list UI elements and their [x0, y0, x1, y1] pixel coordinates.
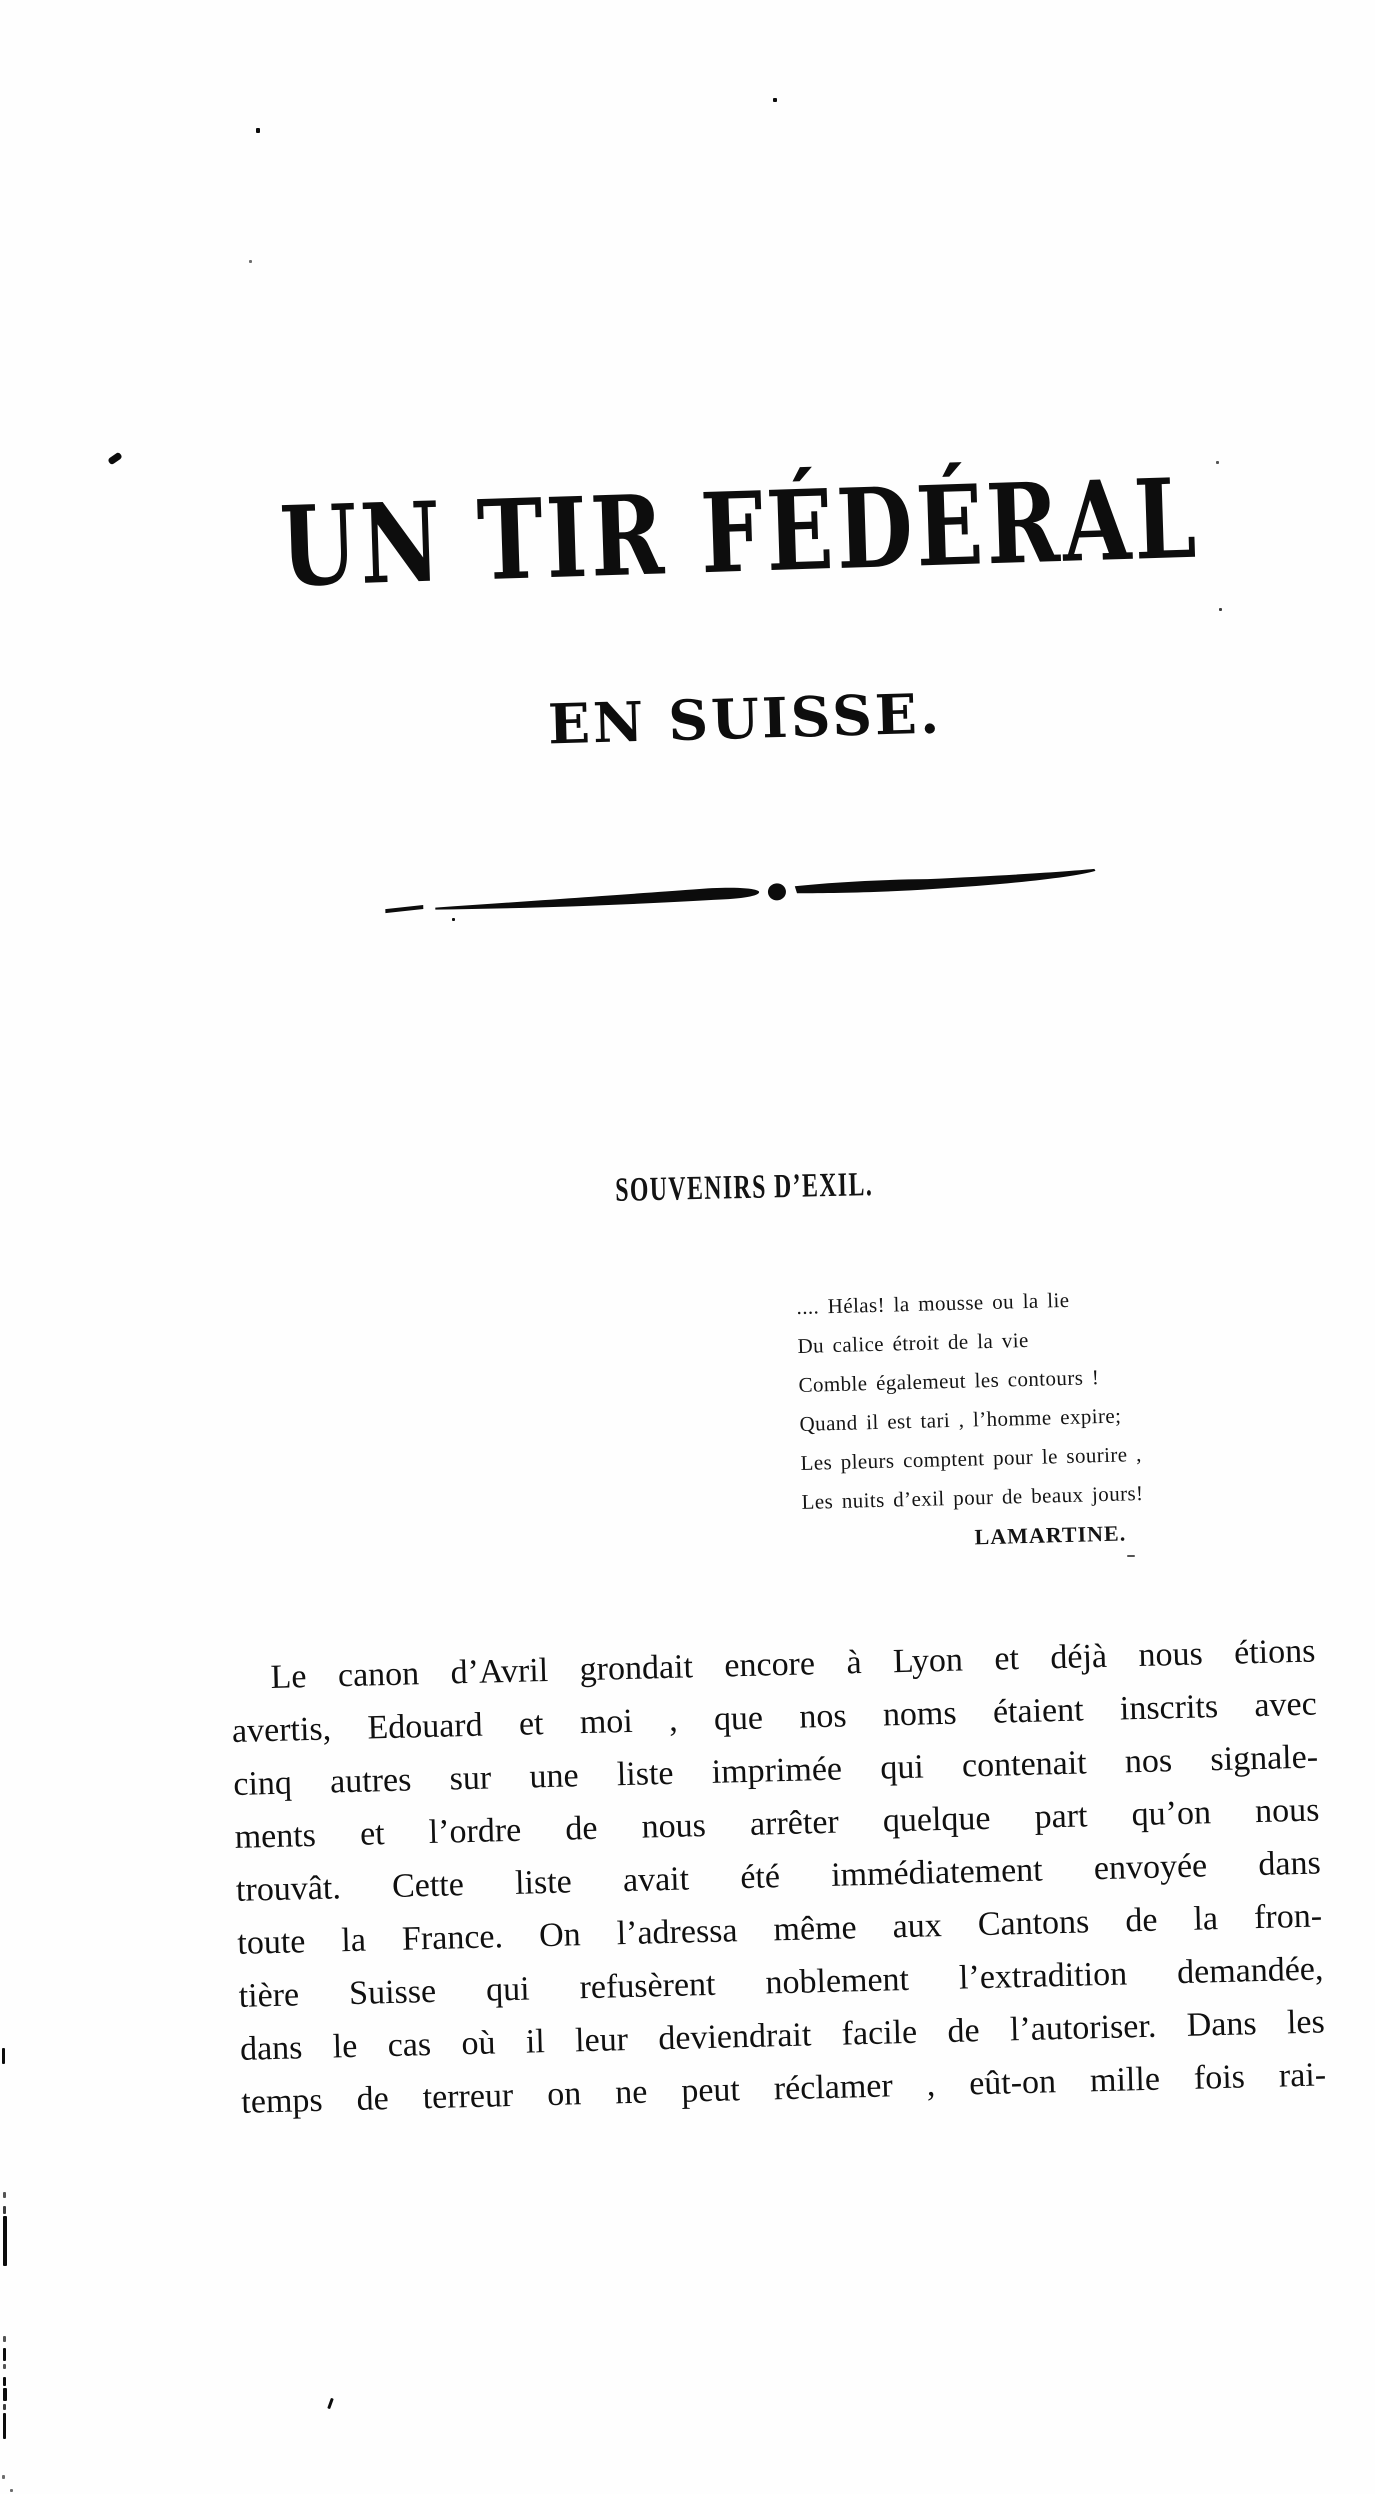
epigraph-line: .... Hélas! la mousse ou la lie: [796, 1287, 1070, 1319]
scan-speck: [327, 2398, 334, 2409]
scan-edge-mark: [3, 2364, 6, 2369]
scan-speck: [1219, 608, 1222, 611]
scan-speck: [1127, 1555, 1135, 1557]
paragraph-line: temps de terreur on ne peut réclamer , eût-on mille fois rai-: [240, 2056, 1327, 2121]
paragraph-line: cinq autres sur une liste imprimée qui contenait nos signale-: [232, 1738, 1319, 1803]
paragraph-line: tière Suisse qui refusèrent noblement l’extradition demandée,: [238, 1950, 1324, 2015]
scan-edge-mark: [3, 2192, 6, 2198]
swelled-rule-divider: [383, 865, 1100, 923]
scan-edge-mark: [10, 2489, 13, 2492]
epigraph-attribution: LAMARTINE.: [974, 1520, 1127, 1550]
paragraph-line: Le canon d’Avril grondait encore à Lyon et déjà nous étions: [270, 1632, 1316, 1696]
scan-speck: [249, 260, 252, 263]
scan-edge-mark: [3, 2216, 7, 2266]
section-heading-text: SOUVENIRS D’EXIL.: [614, 1166, 874, 1209]
epigraph-line: Comble égalemeut les contours !: [798, 1365, 1100, 1397]
main-paragraph: [230, 1625, 1327, 2129]
page-subtitle: EN SUISSE.: [547, 680, 943, 757]
page-title: [118, 449, 1361, 618]
scan-speck: [773, 98, 777, 102]
scan-speck: [452, 918, 455, 921]
page-title-text: UN TIR FÉDÉRAL: [278, 453, 1202, 612]
paragraph-line: trouvât. Cette liste avait été immédiatement envoyée dans: [235, 1844, 1322, 1909]
epigraph-line: Les pleurs comptent pour le sourire ,: [800, 1442, 1143, 1475]
epigraph-line: Du calice étroit de la vie: [797, 1327, 1029, 1358]
epigraph-line: Quand il est tari , l’homme expire;: [799, 1403, 1122, 1436]
scan-edge-mark: [3, 2348, 6, 2361]
scan-edge-mark: [3, 2206, 6, 2214]
paragraph-line: toute la France. On l’adressa même aux Cantons de la fron-: [236, 1897, 1323, 1962]
scan-edge-mark: [3, 2336, 6, 2342]
scan-edge-mark: [3, 2377, 6, 2386]
epigraph-line: Les nuits d’exil pour de beaux jours!: [801, 1480, 1144, 1514]
section-heading: [494, 1162, 995, 1213]
scan-edge-mark: [3, 2388, 7, 2401]
scan-speck: [256, 128, 260, 133]
scan-edge-mark: [3, 2413, 6, 2439]
scan-edge-mark: [2, 2475, 5, 2479]
paragraph-line: avertis, Edouard et moi , que nos noms étaient inscrits avec: [231, 1685, 1318, 1750]
paragraph-line: dans le cas où il leur deviendrait facile de l’autoriser. Dans les: [239, 2003, 1326, 2068]
scan-edge-mark: [3, 2404, 6, 2410]
epigraph-block: [796, 1276, 1243, 1560]
scan-speck: [1216, 461, 1219, 464]
scan-edge-mark: [2, 2048, 5, 2064]
paragraph-line: ments et l’ordre de nous arrêter quelque part qu’on nous: [234, 1791, 1320, 1856]
divider-ornament-graphic: [383, 865, 1100, 923]
scan-speck: [107, 452, 122, 466]
